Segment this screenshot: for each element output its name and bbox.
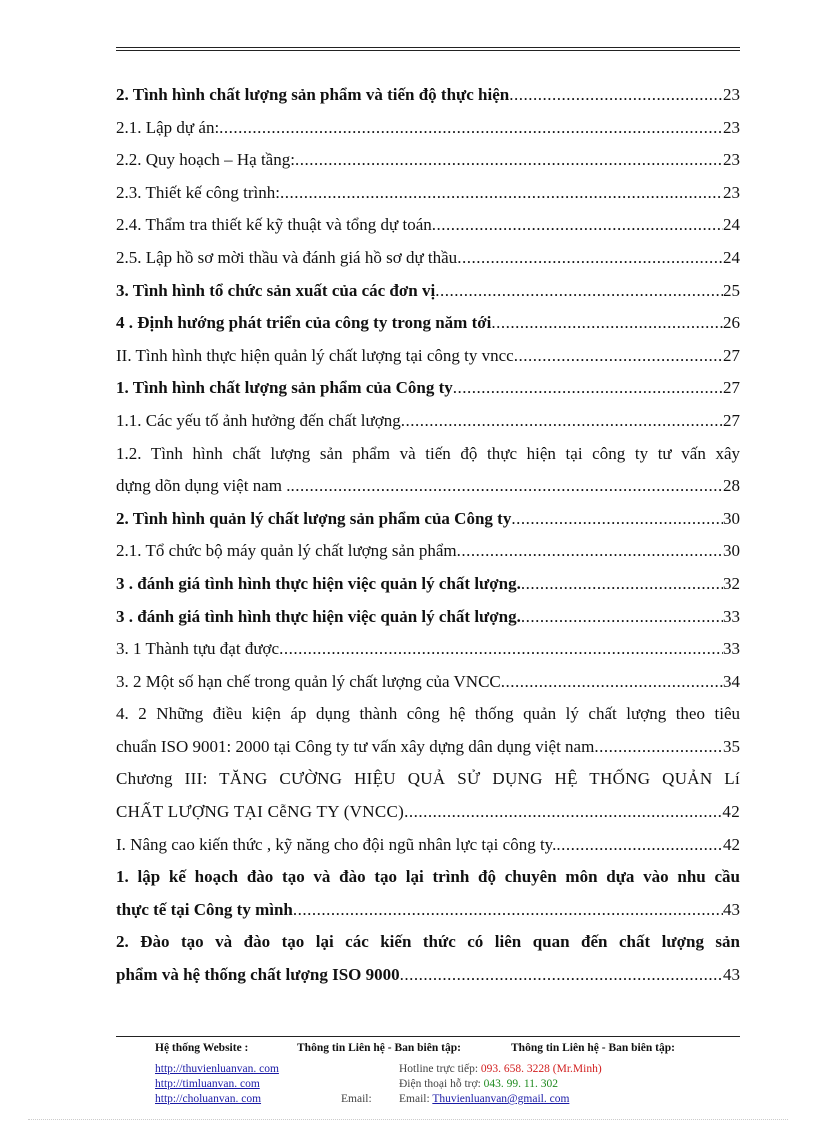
toc-leader-dots: [404, 796, 722, 829]
toc-page-number: 33: [723, 639, 740, 659]
toc-entry-title: 2. Tình hình quản lý chất lượng sản phẩm của Công ty: [116, 508, 512, 528]
toc-page-number: 23: [723, 150, 740, 170]
toc-page-number: 43: [723, 899, 740, 919]
toc-page-number: 32: [723, 573, 740, 593]
toc-page-number: 30: [723, 508, 740, 528]
toc-page-number: 27: [723, 345, 740, 365]
toc-entry-title: 2.2. Quy hoạch – Hạ tầng:: [116, 150, 295, 170]
toc-leader-dots: [491, 307, 723, 340]
toc-entry-title: 3. Tình hình tổ chức sản xuất của các đơn vị: [116, 280, 436, 300]
toc-entry-title: chuẩn ISO 9001: 2000 tại Công ty tư vấn xây dựng dân dụng việt nam: [116, 736, 595, 756]
toc-leader-dots: [457, 535, 723, 568]
toc-entry[interactable]: [116, 209, 740, 242]
page-bottom-dotted-rule: [28, 1119, 788, 1120]
header-rule-top: [116, 47, 740, 48]
toc-leader-dots: [219, 112, 723, 145]
email-label: Email:: [399, 1093, 433, 1105]
toc-leader-dots: [293, 894, 723, 927]
toc-entry-title: 2. Tình hình chất lượng sản phẩm và tiến độ thực hiện: [116, 85, 510, 104]
toc-entry-line1: 1.2. Tình hình chất lượng sản phẩm và tiến độ thực hiện tại công ty tư vấn xây: [116, 443, 740, 463]
toc-entry-title: 2.5. Lập hồ sơ mời thầu và đánh giá hồ sơ dự thầu: [116, 247, 458, 267]
toc-entry-title: 2.1. Lập dự án:: [116, 117, 220, 137]
toc-leader-dots: [509, 79, 723, 112]
toc-entry[interactable]: [116, 79, 740, 112]
toc-entry-line1: 2. Đào tạo và đào tạo lại các kiến thức có liên quan đến chất lượng sản: [116, 932, 740, 952]
toc-page-number: 24: [723, 247, 740, 267]
footer-email-label-left: Email:: [341, 1093, 372, 1105]
toc-entry-line1: 1. lập kế hoạch đào tạo và đào tạo lại trình độ chuyên môn dựa vào nhu cầu: [116, 867, 740, 887]
toc-leader-dots: [401, 405, 723, 438]
toc-entry[interactable]: [116, 666, 740, 699]
footer-contact-title-2: Thông tin Liên hệ - Ban biên tập:: [511, 1042, 675, 1054]
hotline-value: 093. 658. 3228 (Mr.Minh): [478, 1063, 602, 1075]
toc-leader-dots: [400, 959, 723, 992]
toc-leader-dots: [511, 503, 723, 536]
footer-hotline: [399, 1062, 602, 1076]
footer-link-timluanvan[interactable]: http://timluanvan. com: [155, 1078, 260, 1090]
header-rule-bottom: [116, 50, 740, 51]
toc-entry[interactable]: [116, 307, 740, 340]
toc-entry[interactable]: [116, 601, 740, 634]
toc-page-number: 25: [723, 280, 740, 300]
toc-entry[interactable]: [116, 144, 740, 177]
toc-entry-title: 3 . đánh giá tình hình thực hiện việc quản lý chất lượng.: [116, 573, 521, 593]
toc-entry-title: phẩm và hệ thống chất lượng ISO 9000: [116, 965, 400, 985]
toc-entry[interactable]: [116, 568, 740, 601]
toc-leader-dots: [295, 144, 723, 177]
toc-entry-title: 3 . đánh giá tình hình thực hiện việc quản lý chất lượng.: [116, 606, 521, 626]
email-link[interactable]: Thuvienluanvan@gmail. com: [432, 1093, 570, 1105]
toc-entry[interactable]: [116, 894, 740, 927]
hotline-label: Hotline trực tiếp:: [399, 1063, 479, 1075]
toc-entry[interactable]: [116, 112, 740, 145]
toc-leader-dots: [521, 601, 723, 634]
toc-entry[interactable]: [116, 275, 740, 308]
toc-leader-dots: [435, 275, 723, 308]
toc-entry[interactable]: [116, 372, 740, 405]
footer-phone: [399, 1077, 558, 1091]
toc-page-number: 35: [723, 736, 740, 756]
toc-entry[interactable]: [116, 959, 740, 992]
toc-leader-dots: [280, 177, 723, 210]
toc-leader-dots: [556, 829, 723, 862]
toc-leader-dots: [501, 666, 723, 699]
toc-page-number: 34: [723, 671, 740, 691]
toc-entry[interactable]: [116, 829, 740, 862]
toc-entry-title: thực tế tại Công ty mình: [116, 899, 293, 919]
toc-entry[interactable]: [116, 405, 740, 438]
toc-entry-title: 2.1. Tổ chức bộ máy quản lý chất lượng sản phẩm: [116, 541, 457, 561]
toc-entry[interactable]: [116, 177, 740, 210]
toc-entry[interactable]: [116, 470, 740, 503]
toc-entry-title: II. Tình hình thực hiện quản lý chất lượng tại công ty vncc: [116, 345, 514, 365]
toc-entry-title: 1. Tình hình chất lượng sản phẩm của Công ty: [116, 378, 453, 398]
phone-label: Điện thoại hỗ trợ:: [399, 1078, 481, 1090]
toc-leader-dots: [432, 209, 723, 242]
toc-entry[interactable]: [116, 731, 740, 764]
toc-page-number: 24: [723, 215, 740, 235]
toc-page-number: 26: [723, 313, 740, 333]
toc-entry-title: I. Nâng cao kiến thức , kỹ năng cho đội ngũ nhân lực tại công ty.: [116, 834, 557, 854]
toc-leader-dots: [514, 340, 723, 373]
toc-entry-title: 3. 2 Một số hạn chế trong quản lý chất lượng của VNCC: [116, 671, 501, 691]
toc-entry-title: 2.4. Thẩm tra thiết kế kỹ thuật và tổng dự toán: [116, 215, 432, 235]
toc-page-number: 28: [723, 476, 740, 496]
table-of-contents: [116, 79, 740, 992]
toc-leader-dots: [594, 731, 723, 764]
toc-page-number: 42: [722, 802, 740, 822]
toc-leader-dots: [453, 372, 723, 405]
toc-entry-line1: Chương III: TĂNG CƯỜNG HIỆU QUẢ SỬ DỤNG HỆ THỐNG QUẢN Lí: [116, 769, 740, 789]
footer-email: [399, 1092, 569, 1106]
toc-page-number: 27: [723, 378, 740, 398]
toc-page-number: 42: [723, 834, 740, 854]
toc-entry[interactable]: [116, 796, 740, 829]
toc-entry-title: dựng dõn dụng việt nam .: [116, 476, 291, 496]
footer-link-choluanvan[interactable]: http://choluanvan. com: [155, 1093, 262, 1105]
footer-website-title: Hệ thống Website :: [155, 1042, 249, 1054]
toc-page-number: 27: [723, 410, 740, 430]
toc-entry[interactable]: [116, 340, 740, 373]
toc-entry[interactable]: [116, 535, 740, 568]
toc-entry-line1: 4. 2 Những điều kiện áp dụng thành công hệ thống quản lý chất lượng theo tiêu: [116, 704, 740, 724]
toc-entry[interactable]: [116, 242, 740, 275]
toc-leader-dots: [290, 470, 723, 503]
toc-page-number: 23: [723, 85, 740, 104]
toc-page-number: 33: [723, 606, 740, 626]
toc-leader-dots: [457, 242, 723, 275]
toc-leader-dots: [521, 568, 723, 601]
toc-entry-title: CHẤT LƯỢNG TẠI CễNG TY (VNCC): [116, 802, 405, 822]
toc-entry[interactable]: [116, 503, 740, 536]
toc-page-number: 43: [723, 965, 740, 985]
toc-entry-title: 2.3. Thiết kế công trình:: [116, 182, 280, 202]
toc-leader-dots: [279, 633, 723, 666]
footer-rule: [116, 1036, 740, 1037]
toc-entry-title: 1.1. Các yếu tố ảnh hưởng đến chất lượng: [116, 410, 401, 430]
toc-page-number: 30: [723, 541, 740, 561]
toc-entry[interactable]: [116, 633, 740, 666]
footer-link-thuvienluanvan[interactable]: http://thuvienluanvan. com: [155, 1063, 279, 1075]
toc-entry-title: 4 . Định hướng phát triển của công ty trong năm tới: [116, 313, 492, 333]
phone-value: 043. 99. 11. 302: [480, 1078, 558, 1090]
toc-page-number: 23: [723, 117, 740, 137]
toc-entry-title: 3. 1 Thành tựu đạt được: [116, 639, 280, 659]
toc-page-number: 23: [723, 182, 740, 202]
footer-contact-title: Thông tin Liên hệ - Ban biên tập:: [297, 1042, 461, 1054]
